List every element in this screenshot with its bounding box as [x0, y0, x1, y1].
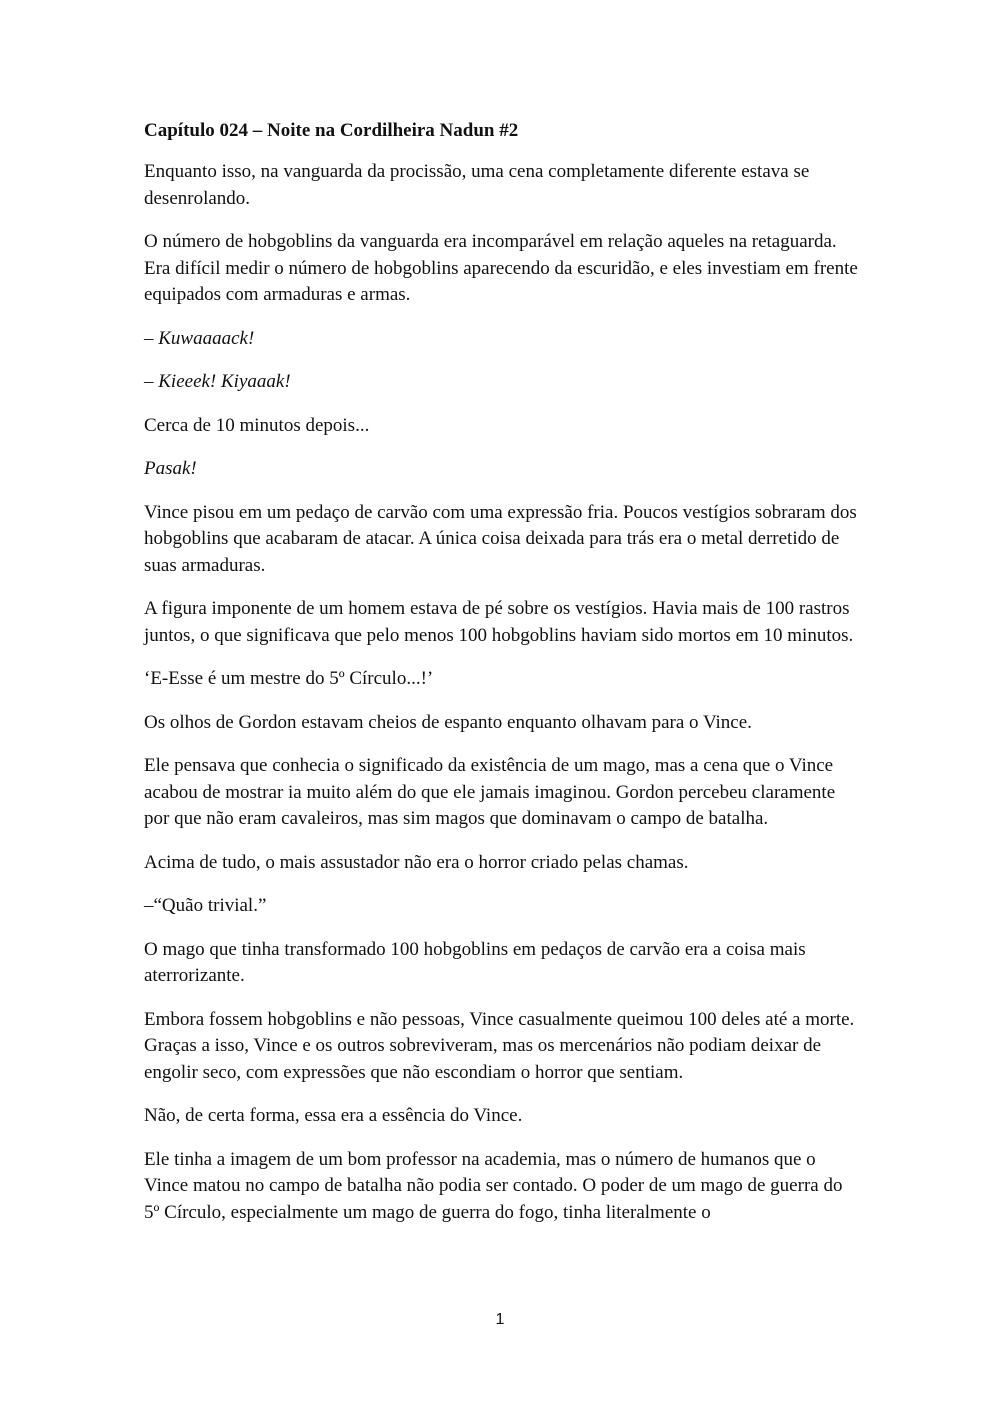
paragraph: O mago que tinha transformado 100 hobgoblins em pedaços de carvão era a coisa mais aterrorizante. [144, 938, 806, 986]
paragraph: –“Quão trivial.” [144, 895, 267, 916]
paragraph: Acima de tudo, o mais assustador não era o horror criado pelas chamas. [144, 851, 689, 873]
document-body [144, 118, 860, 1226]
page-number: 1 [495, 1311, 505, 1328]
paragraph-list [144, 159, 860, 1226]
paragraph: Ele tinha a imagem de um bom professor na academia, mas o número de humanos que o Vince matou no campo de batalha não podia ser contado. O poder de um mago de guerra do 5º Círculo, especialmente um mago de guerra do fogo, tinha literalmente o [144, 1148, 843, 1223]
paragraph: Pasak! [144, 458, 197, 479]
paragraph: Embora fossem hobgoblins e não pessoas, Vince casualmente queimou 100 deles até a morte. Graças a isso, Vince e os outros sobreviveram, mas os mercenários não podiam deixar de engolir seco, com expressões que não escondiam o horror que sentiam. [144, 1008, 855, 1083]
paragraph: – Kuwaaaack! [144, 327, 255, 349]
paragraph: Ele pensava que conhecia o significado da existência de um mago, mas a cena que o Vince acabou de mostrar ia muito além do que ele jamais imaginou. Gordon percebeu claramente por que não eram cavaleiros, mas sim magos que dominavam o campo de batalha. [144, 755, 836, 829]
paragraph: A figura imponente de um homem estava de pé sobre os vestígios. Havia mais de 100 rastros juntos, o que significava que pelo menos 100 hobgoblins haviam sido mortos em 10 minutos. [144, 598, 854, 646]
paragraph: Os olhos de Gordon estavam cheios de espanto enquanto olhavam para o Vince. [144, 711, 752, 733]
paragraph: ‘E-Esse é um mestre do 5º Círculo...!’ [144, 668, 434, 689]
paragraph: Cerca de 10 minutos depois... [144, 414, 370, 436]
paragraph: Enquanto isso, na vanguarda da procissão, uma cena completamente diferente estava se desenrolando. [144, 161, 810, 209]
chapter-title: Capítulo 024 – Noite na Cordilheira Nadun #2 [144, 120, 519, 141]
paragraph: Não, de certa forma, essa era a essência do Vince. [144, 1105, 523, 1126]
paragraph: Vince pisou em um pedaço de carvão com uma expressão fria. Poucos vestígios sobraram dos hobgoblins que acabaram de atacar. A única coisa deixada para trás era o metal derretido de suas armaduras. [144, 501, 857, 576]
paragraph: O número de hobgoblins da vanguarda era incomparável em relação aqueles na retaguarda. Era difícil medir o número de hobgoblins aparecendo da escuridão, e eles investiam em frente equipados com armaduras e armas. [144, 231, 858, 305]
paragraph: – Kieeek! Kiyaaak! [144, 371, 291, 392]
